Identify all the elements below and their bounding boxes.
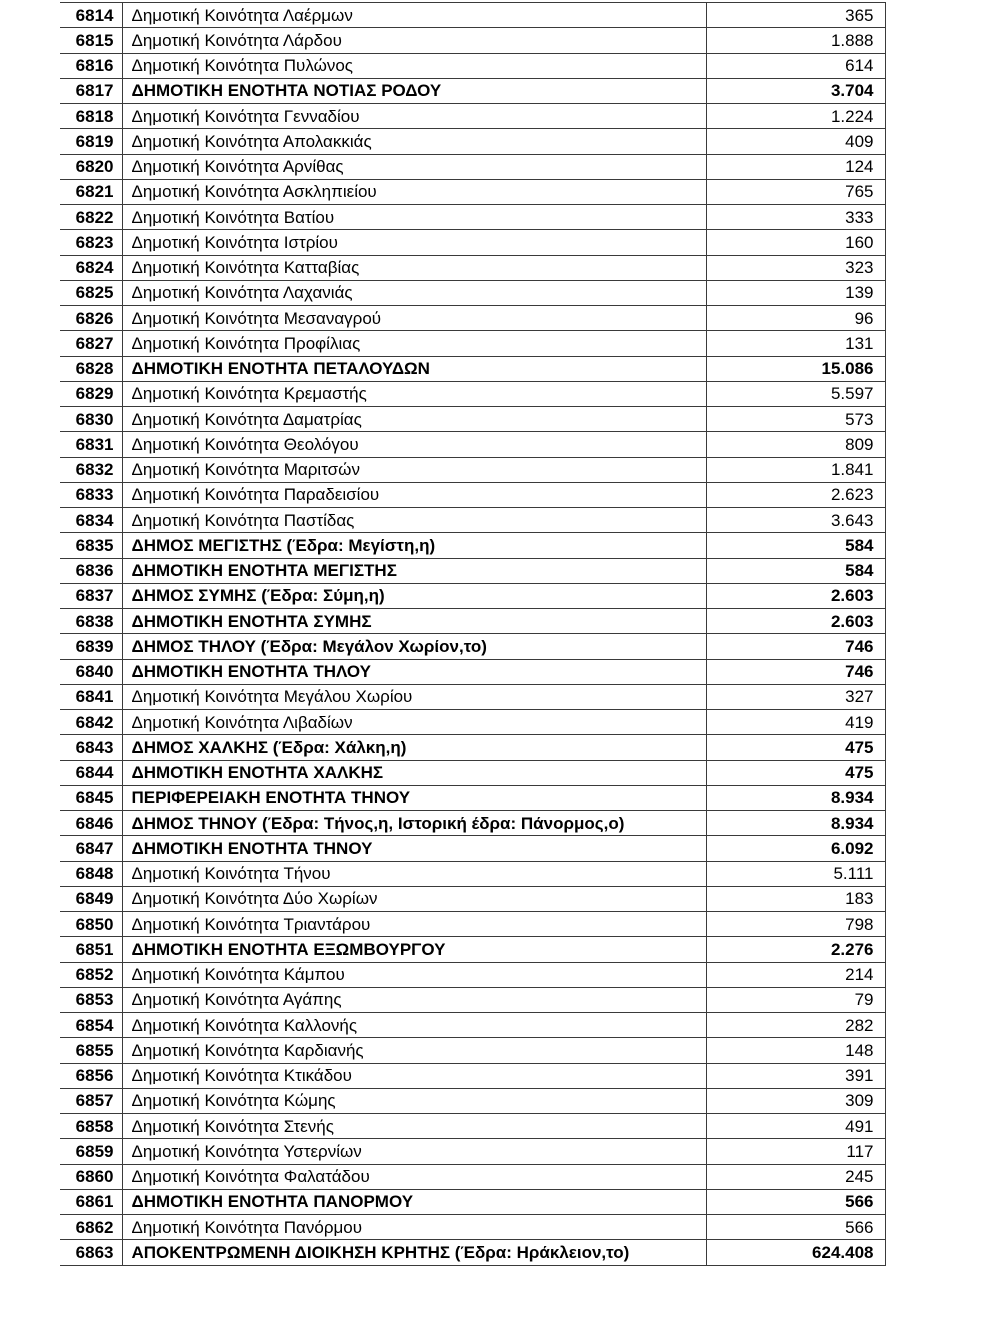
row-population-cell: 117 [706, 1139, 885, 1164]
row-code-cell: 6847 [60, 836, 122, 861]
row-name-cell: Δημοτική Κοινότητα Πανόρμου [122, 1215, 706, 1240]
row-name-cell: Δημοτική Κοινότητα Αρνίθας [122, 154, 706, 179]
row-name-cell: ΔΗΜΟΤΙΚΗ ΕΝΟΤΗΤΑ ΜΕΓΙΣΤΗΣ [122, 558, 706, 583]
row-code-cell: 6841 [60, 684, 122, 709]
row-code-cell: 6835 [60, 533, 122, 558]
row-name-cell: Δημοτική Κοινότητα Λάρδου [122, 28, 706, 53]
row-name-cell: Δημοτική Κοινότητα Παστίδας [122, 508, 706, 533]
row-population-cell: 3.704 [706, 78, 885, 103]
row-population-cell: 566 [706, 1215, 885, 1240]
row-code-cell: 6845 [60, 785, 122, 810]
table-row [60, 129, 885, 154]
row-code-cell: 6860 [60, 1164, 122, 1189]
row-population-cell: 798 [706, 912, 885, 937]
row-population-cell: 282 [706, 1013, 885, 1038]
row-name-cell: Δημοτική Κοινότητα Λαέρμων [122, 3, 706, 28]
row-name-cell: Δημοτική Κοινότητα Κατταβίας [122, 255, 706, 280]
row-name-cell: Δημοτική Κοινότητα Τήνου [122, 861, 706, 886]
row-population-cell: 160 [706, 230, 885, 255]
population-table [60, 2, 886, 1266]
row-code-cell: 6833 [60, 482, 122, 507]
row-code-cell: 6824 [60, 255, 122, 280]
table-row [60, 53, 885, 78]
row-name-cell: ΔΗΜΟΣ ΧΑΛΚΗΣ (Έδρα: Χάλκη,η) [122, 735, 706, 760]
table-row [60, 836, 885, 861]
row-population-cell: 6.092 [706, 836, 885, 861]
row-code-cell: 6859 [60, 1139, 122, 1164]
row-population-cell: 491 [706, 1114, 885, 1139]
row-code-cell: 6842 [60, 710, 122, 735]
row-code-cell: 6828 [60, 356, 122, 381]
row-population-cell: 624.408 [706, 1240, 885, 1265]
row-population-cell: 79 [706, 987, 885, 1012]
row-population-cell: 2.603 [706, 583, 885, 608]
row-code-cell: 6848 [60, 861, 122, 886]
row-name-cell: Δημοτική Κοινότητα Καλλονής [122, 1013, 706, 1038]
row-code-cell: 6821 [60, 179, 122, 204]
row-population-cell: 2.623 [706, 482, 885, 507]
row-code-cell: 6838 [60, 609, 122, 634]
table-row [60, 811, 885, 836]
table-row [60, 1139, 885, 1164]
row-population-cell: 139 [706, 280, 885, 305]
row-name-cell: ΔΗΜΟΤΙΚΗ ΕΝΟΤΗΤΑ ΧΑΛΚΗΣ [122, 760, 706, 785]
row-population-cell: 3.643 [706, 508, 885, 533]
row-name-cell: Δημοτική Κοινότητα Δαματρίας [122, 407, 706, 432]
row-population-cell: 15.086 [706, 356, 885, 381]
row-name-cell: Δημοτική Κοινότητα Ιστρίου [122, 230, 706, 255]
table-row [60, 482, 885, 507]
row-name-cell: ΔΗΜΟΤΙΚΗ ΕΝΟΤΗΤΑ ΠΑΝΟΡΜΟΥ [122, 1189, 706, 1214]
table-row [60, 205, 885, 230]
row-name-cell: ΔΗΜΟΤΙΚΗ ΕΝΟΤΗΤΑ ΝΟΤΙΑΣ ΡΟΔΟΥ [122, 78, 706, 103]
row-name-cell: Δημοτική Κοινότητα Θεολόγου [122, 432, 706, 457]
row-code-cell: 6823 [60, 230, 122, 255]
row-code-cell: 6816 [60, 53, 122, 78]
table-row [60, 179, 885, 204]
row-code-cell: 6815 [60, 28, 122, 53]
row-name-cell: Δημοτική Κοινότητα Λιβαδίων [122, 710, 706, 735]
row-population-cell: 131 [706, 331, 885, 356]
row-population-cell: 333 [706, 205, 885, 230]
row-code-cell: 6854 [60, 1013, 122, 1038]
table-row [60, 861, 885, 886]
row-name-cell: Δημοτική Κοινότητα Υστερνίων [122, 1139, 706, 1164]
row-population-cell: 214 [706, 962, 885, 987]
row-population-cell: 746 [706, 659, 885, 684]
row-name-cell: Δημοτική Κοινότητα Λαχανιάς [122, 280, 706, 305]
row-name-cell: Δημοτική Κοινότητα Πυλώνος [122, 53, 706, 78]
row-code-cell: 6851 [60, 937, 122, 962]
row-name-cell: Δημοτική Κοινότητα Κτικάδου [122, 1063, 706, 1088]
table-row [60, 962, 885, 987]
table-row [60, 785, 885, 810]
row-population-cell: 614 [706, 53, 885, 78]
table-row [60, 508, 885, 533]
table-row [60, 3, 885, 28]
row-population-cell: 566 [706, 1189, 885, 1214]
row-population-cell: 573 [706, 407, 885, 432]
row-code-cell: 6863 [60, 1240, 122, 1265]
table-row [60, 583, 885, 608]
table-row [60, 280, 885, 305]
row-code-cell: 6820 [60, 154, 122, 179]
row-population-cell: 746 [706, 634, 885, 659]
row-name-cell: ΠΕΡΙΦΕΡΕΙΑΚΗ ΕΝΟΤΗΤΑ ΤΗΝΟΥ [122, 785, 706, 810]
row-name-cell: Δημοτική Κοινότητα Μεγάλου Χωρίου [122, 684, 706, 709]
table-row [60, 1215, 885, 1240]
row-code-cell: 6844 [60, 760, 122, 785]
table-row [60, 735, 885, 760]
row-name-cell: Δημοτική Κοινότητα Καρδιανής [122, 1038, 706, 1063]
row-code-cell: 6834 [60, 508, 122, 533]
row-name-cell: Δημοτική Κοινότητα Απολακκιάς [122, 129, 706, 154]
table-row [60, 1063, 885, 1088]
row-code-cell: 6857 [60, 1088, 122, 1113]
row-population-cell: 765 [706, 179, 885, 204]
row-population-cell: 365 [706, 3, 885, 28]
row-population-cell: 2.276 [706, 937, 885, 962]
row-name-cell: Δημοτική Κοινότητα Φαλατάδου [122, 1164, 706, 1189]
row-code-cell: 6840 [60, 659, 122, 684]
table-row [60, 886, 885, 911]
table-row [60, 1114, 885, 1139]
row-population-cell: 309 [706, 1088, 885, 1113]
row-population-cell: 1.224 [706, 104, 885, 129]
row-code-cell: 6817 [60, 78, 122, 103]
table-row [60, 937, 885, 962]
row-population-cell: 1.841 [706, 457, 885, 482]
row-name-cell: Δημοτική Κοινότητα Μαριτσών [122, 457, 706, 482]
row-population-cell: 391 [706, 1063, 885, 1088]
table-row [60, 407, 885, 432]
table-row [60, 1013, 885, 1038]
row-code-cell: 6858 [60, 1114, 122, 1139]
table-row [60, 760, 885, 785]
row-name-cell: ΔΗΜΟΤΙΚΗ ΕΝΟΤΗΤΑ ΠΕΤΑΛΟΥΔΩΝ [122, 356, 706, 381]
row-population-cell: 183 [706, 886, 885, 911]
table-row [60, 1038, 885, 1063]
row-population-cell: 96 [706, 306, 885, 331]
table-row [60, 684, 885, 709]
row-name-cell: Δημοτική Κοινότητα Μεσαναγρού [122, 306, 706, 331]
table-row [60, 255, 885, 280]
row-name-cell: ΔΗΜΟΤΙΚΗ ΕΝΟΤΗΤΑ ΕΞΩΜΒΟΥΡΓΟΥ [122, 937, 706, 962]
table-row [60, 912, 885, 937]
row-code-cell: 6826 [60, 306, 122, 331]
table-row [60, 331, 885, 356]
row-name-cell: ΔΗΜΟΣ ΜΕΓΙΣΤΗΣ (Έδρα: Μεγίστη,η) [122, 533, 706, 558]
row-name-cell: ΑΠΟΚΕΝΤΡΩΜΕΝΗ ΔΙΟΙΚΗΣΗ ΚΡΗΤΗΣ (Έδρα: Ηράκλειον,το) [122, 1240, 706, 1265]
row-population-cell: 584 [706, 533, 885, 558]
row-code-cell: 6831 [60, 432, 122, 457]
table-row [60, 710, 885, 735]
row-population-cell: 1.888 [706, 28, 885, 53]
row-population-cell: 327 [706, 684, 885, 709]
row-code-cell: 6862 [60, 1215, 122, 1240]
row-code-cell: 6855 [60, 1038, 122, 1063]
row-code-cell: 6829 [60, 381, 122, 406]
row-code-cell: 6839 [60, 634, 122, 659]
table-row [60, 1164, 885, 1189]
row-code-cell: 6822 [60, 205, 122, 230]
table-row [60, 987, 885, 1012]
row-name-cell: Δημοτική Κοινότητα Προφίλιας [122, 331, 706, 356]
row-code-cell: 6849 [60, 886, 122, 911]
row-code-cell: 6819 [60, 129, 122, 154]
row-population-cell: 5.111 [706, 861, 885, 886]
table-row [60, 78, 885, 103]
row-code-cell: 6861 [60, 1189, 122, 1214]
row-population-cell: 245 [706, 1164, 885, 1189]
row-population-cell: 475 [706, 760, 885, 785]
row-code-cell: 6832 [60, 457, 122, 482]
table-row [60, 634, 885, 659]
row-population-cell: 8.934 [706, 785, 885, 810]
row-name-cell: ΔΗΜΟΣ ΤΗΝΟΥ (Έδρα: Τήνος,η, Ιστορική έδρα: Πάνορμος,ο) [122, 811, 706, 836]
row-name-cell: ΔΗΜΟΤΙΚΗ ΕΝΟΤΗΤΑ ΣΥΜΗΣ [122, 609, 706, 634]
row-name-cell: Δημοτική Κοινότητα Κρεμαστής [122, 381, 706, 406]
row-name-cell: Δημοτική Κοινότητα Στενής [122, 1114, 706, 1139]
row-name-cell: Δημοτική Κοινότητα Κάμπου [122, 962, 706, 987]
table-row [60, 381, 885, 406]
row-code-cell: 6818 [60, 104, 122, 129]
table-row [60, 306, 885, 331]
row-name-cell: ΔΗΜΟΣ ΣΥΜΗΣ (Έδρα: Σύμη,η) [122, 583, 706, 608]
row-population-cell: 2.603 [706, 609, 885, 634]
row-name-cell: Δημοτική Κοινότητα Κώμης [122, 1088, 706, 1113]
table-row [60, 457, 885, 482]
row-name-cell: Δημοτική Κοινότητα Γενναδίου [122, 104, 706, 129]
table-row [60, 1240, 885, 1265]
table-row [60, 609, 885, 634]
row-population-cell: 584 [706, 558, 885, 583]
table-row [60, 558, 885, 583]
row-population-cell: 809 [706, 432, 885, 457]
table-row [60, 230, 885, 255]
row-code-cell: 6850 [60, 912, 122, 937]
row-population-cell: 5.597 [706, 381, 885, 406]
row-name-cell: Δημοτική Κοινότητα Τριαντάρου [122, 912, 706, 937]
table-row [60, 1088, 885, 1113]
row-name-cell: Δημοτική Κοινότητα Ασκληπιείου [122, 179, 706, 204]
row-name-cell: Δημοτική Κοινότητα Παραδεισίου [122, 482, 706, 507]
row-name-cell: Δημοτική Κοινότητα Δύο Χωρίων [122, 886, 706, 911]
row-population-cell: 148 [706, 1038, 885, 1063]
row-name-cell: Δημοτική Κοινότητα Βατίου [122, 205, 706, 230]
row-code-cell: 6843 [60, 735, 122, 760]
row-code-cell: 6856 [60, 1063, 122, 1088]
row-code-cell: 6814 [60, 3, 122, 28]
table-row [60, 356, 885, 381]
row-code-cell: 6827 [60, 331, 122, 356]
row-code-cell: 6825 [60, 280, 122, 305]
row-name-cell: ΔΗΜΟΣ ΤΗΛΟΥ (Έδρα: Μεγάλον Χωρίον,το) [122, 634, 706, 659]
row-code-cell: 6853 [60, 987, 122, 1012]
row-population-cell: 323 [706, 255, 885, 280]
table-row [60, 154, 885, 179]
population-table-body [60, 3, 885, 1266]
row-population-cell: 475 [706, 735, 885, 760]
row-code-cell: 6837 [60, 583, 122, 608]
row-code-cell: 6846 [60, 811, 122, 836]
row-name-cell: ΔΗΜΟΤΙΚΗ ΕΝΟΤΗΤΑ ΤΗΛΟΥ [122, 659, 706, 684]
row-code-cell: 6836 [60, 558, 122, 583]
table-row [60, 104, 885, 129]
table-row [60, 659, 885, 684]
row-name-cell: ΔΗΜΟΤΙΚΗ ΕΝΟΤΗΤΑ ΤΗΝΟΥ [122, 836, 706, 861]
row-population-cell: 419 [706, 710, 885, 735]
table-row [60, 28, 885, 53]
row-population-cell: 124 [706, 154, 885, 179]
table-row [60, 533, 885, 558]
table-row [60, 1189, 885, 1214]
row-population-cell: 409 [706, 129, 885, 154]
row-code-cell: 6830 [60, 407, 122, 432]
row-name-cell: Δημοτική Κοινότητα Αγάπης [122, 987, 706, 1012]
table-row [60, 432, 885, 457]
row-code-cell: 6852 [60, 962, 122, 987]
row-population-cell: 8.934 [706, 811, 885, 836]
